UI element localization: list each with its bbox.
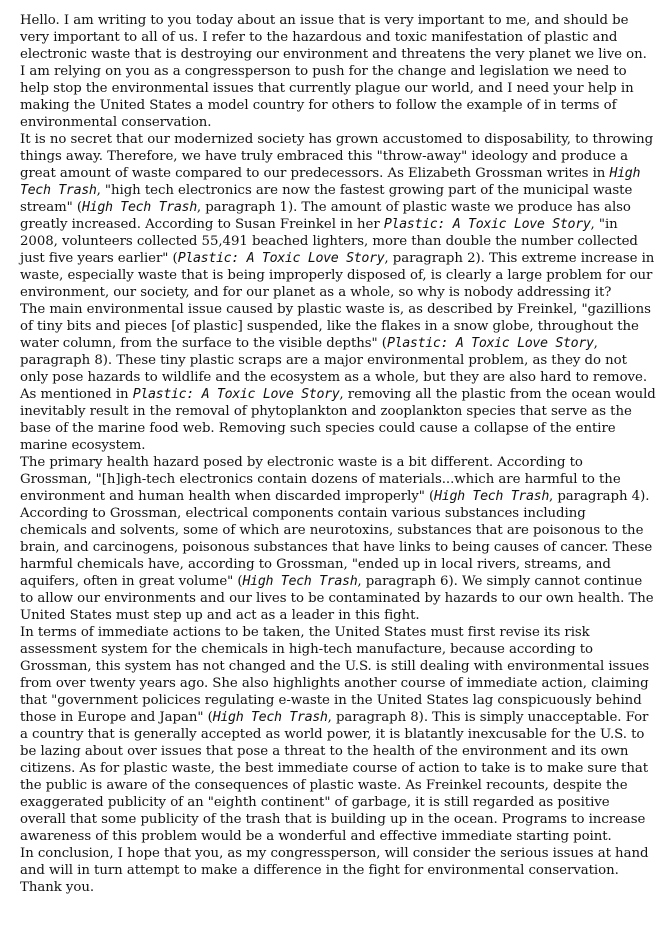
letter-paragraph	[20, 624, 656, 845]
citation-title: Plastic: A Toxic Love Story	[386, 336, 594, 351]
citation-title: High Tech Trash	[82, 200, 197, 215]
paragraph-text: , "high tech electronics are now the fastest growing part of the municipal waste stream" (	[20, 183, 633, 215]
citation-title: Plastic: A Toxic Love Story	[132, 387, 340, 402]
citation-title: High Tech Trash	[20, 166, 641, 198]
letter-paragraph	[20, 131, 656, 301]
paragraph-text: , paragraph 8). These tiny plastic scraps are a major environmental problem, as they do not only pose hazards to wildlife and the ecosystem as a whole, but they are also hard to remove. As mentioned in	[20, 336, 647, 402]
letter-paragraph	[20, 454, 656, 624]
paragraph-text: The primary health hazard posed by electronic waste is a bit different. According to Grossman, "[h]igh-tech electronics contain dozens of materials...which are harmful to the environment and human health when discarded improperly" (	[20, 455, 621, 504]
citation-title: High Tech Trash	[434, 489, 549, 504]
letter-body	[20, 12, 656, 896]
citation-title: High Tech Trash	[242, 574, 358, 589]
paragraph-text: , paragraph 8). This is simply unacceptable. For a country that is generally accepted as world power, it is blatantly inexcusable for the U.S. to be lazing about over issues that pose a threat to the health of the environment and its own citizens. As for plastic waste, the best immediate course of action to take is to make sure that the public is aware of the consequences of plastic waste. As Freinkel recounts, despite the exaggerated publicity of an "eighth continent" of garbage, it is still regarded as positive overall that some publicity of the trash that is building up in the ocean. Programs to increase awareness of this problem would be a wonderful and effective immediate starting point.	[20, 710, 649, 844]
paragraph-text: , "in 2008, volunteers collected 55,491 beached lighters, more than double the number collected just five years earlier" (	[20, 217, 638, 266]
paragraph-text: , paragraph 1). The amount of plastic waste we produce has also greatly increased. According to Susan Freinkel in her	[20, 200, 631, 232]
paragraph-text: In conclusion, I hope that you, as my congressperson, will consider the serious issues at hand and will in turn attempt to make a difference in the fight for environmental conservation. Thank you.	[20, 846, 649, 895]
citation-title: Plastic: A Toxic Love Story	[177, 251, 385, 266]
citation-title: Plastic: A Toxic Love Story	[383, 217, 591, 232]
paragraph-text: Hello. I am writing to you today about an issue that is very important to me, and should be very important to all of us. I refer to the hazardous and toxic manifestation of plastic and electronic waste that is destroying our environment and threatens the very planet we live on. I am relying on you as a congressperson to push for the change and legislation we need to help stop the environmental issues that currently plague our world, and I need your help in making the United States a model country for others to follow the example of in terms of environmental conservation.	[20, 13, 647, 130]
paragraph-text: , paragraph 4). According to Grossman, electrical components contain various substances including chemicals and solvents, some of which are neurotoxins, substances that are poisonous to the brain, and carcinogens, poisonous substances that have links to being causes of cancer. These harmful chemicals have, according to Grossman, "ended up in local rivers, streams, and aquifers, often in great volume" (	[20, 489, 653, 589]
paragraph-text: It is no secret that our modernized society has grown accustomed to disposability, to throwing things away. Therefore, we have truly embraced this "throw-away" ideology and produce a great amount of waste compared to our predecessors. As Elizabeth Grossman writes in	[20, 132, 654, 181]
paragraph-text: The main environmental issue caused by plastic waste is, as described by Freinkel, "gazillions of tiny bits and pieces [of plastic] suspended, like the flakes in a snow globe, throughout the water column, from the surface to the visible depths" (	[20, 302, 651, 351]
paragraph-text: , removing all the plastic from the ocean would inevitably result in the removal of phytoplankton and zooplankton species that serve as the base of the marine food web. Removing such species could cause a collapse of the entire marine ecosystem.	[20, 387, 656, 453]
citation-title: High Tech Trash	[212, 710, 328, 725]
paragraph-text: In terms of immediate actions to be taken, the United States must first revise its risk assessment system for the chemicals in high-tech manufacture, because according to Grossman, this system has not changed and the U.S. is still dealing with environmental issues from over twenty years ago. She also highlights another course of immediate action, claiming that "government policices regulating e-waste in the United States lag conspicuously behind those in Europe and Japan" (	[20, 625, 650, 725]
paragraph-text: , paragraph 2). This extreme increase in waste, especially waste that is being improperly disposed of, is clearly a large problem for our environment, our society, and for our planet as a whole, so why is nobody addressing it?	[20, 251, 655, 300]
letter-paragraph	[20, 12, 656, 131]
letter-paragraph	[20, 301, 656, 454]
paragraph-text: , paragraph 6). We simply cannot continue to allow our environments and our lives to be contaminated by hazards to our own health. The United States must step up and act as a leader in this fight.	[20, 574, 654, 623]
letter-paragraph	[20, 845, 656, 896]
